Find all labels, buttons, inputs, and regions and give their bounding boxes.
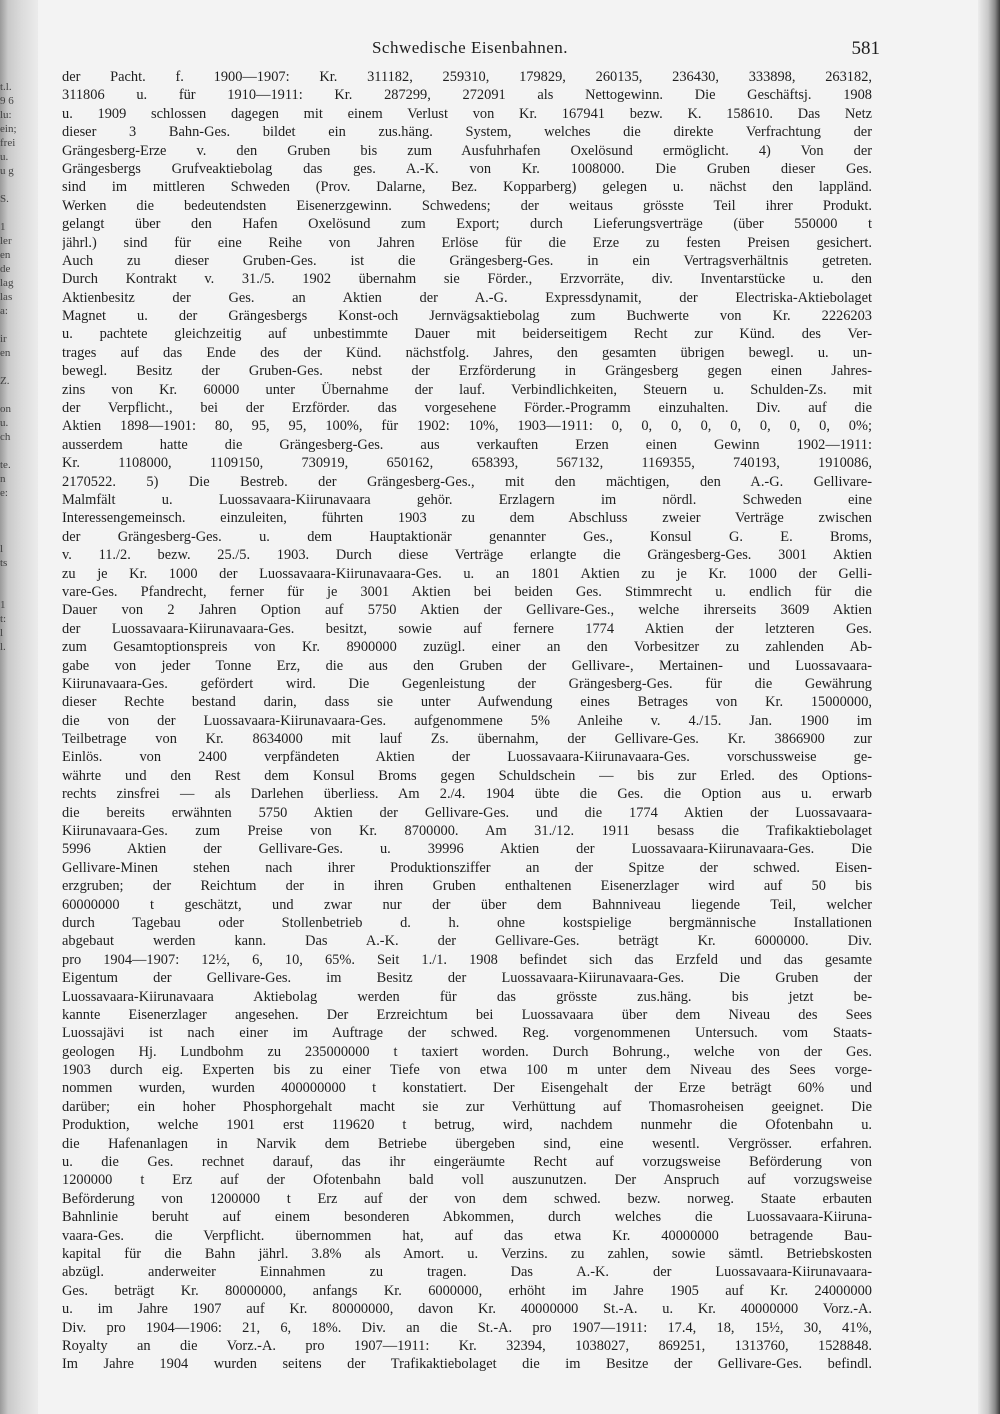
text-line: 2170522. 5) Die Bestreb. der Grängesberg-Ges., mit den mächtigen, den A.-G. Gellivare- [62,473,872,490]
text-line: kannte Eisenerzlager angesehen. Der Erzreichtum bei Luossavaara über dem Niveau des Sees [62,1006,872,1023]
text-line: Im Jahre 1904 wurden seitens der Trafikaktiebolaget die im Besitze der Gellivare-Ges. befindl. [62,1356,872,1373]
margin-fragment [0,528,28,542]
margin-fragment [0,178,28,192]
margin-fragment [0,696,28,710]
page-number: 581 [851,38,880,59]
text-line: die Hafenanlagen in Narvik dem Betriebe übergeben sind, eine wesentl. Vergrösser. erfahren. [62,1135,872,1152]
text-line: Eigentum der Gellivare-Ges. im Besitz der Luossavaara-Kiirunavaara-Ges. Die Gruben der [62,970,872,987]
text-line: nommen wurden, wurden 400000000 t konstatiert. Der Eisengehalt der Erze beträgt 60% und [62,1080,872,1097]
text-line: sind im mittleren Schweden (Prov. Dalarne, Bez. Kopparberg) gelegen u. nächst den lappländ. [62,179,872,196]
text-line: rechts zinsfrei — als Darlehen überliess. Am 2./4. 1904 übte die Ges. die Option aus u. erwarb [62,786,872,803]
text-line: bewegl. Besitz der Gruben-Ges. nebst der Erzförderung in Grängesberg gegen einen Jahres- [62,363,872,380]
margin-fragment [0,444,28,458]
text-line: 1200000 t Erz auf der Ofotenbahn bald voll auszunutzen. Der Anspruch auf vorzugsweise [62,1172,872,1189]
text-line: u. pachtete gleichzeitig auf unbestimmte Dauer mit beiderseitigem Recht zur Künd. des Ver- [62,326,872,343]
margin-fragment: u. [0,151,9,163]
text-line: vare-Ges. Pfandrecht, ferner für je 3001 Aktien bei beiden Ges. Stimmrecht u. endlich für die [62,583,872,600]
margin-fragment [0,388,28,402]
text-line: 311806 u. für 1910—1911: Kr. 287299, 272091 als Nettogewinn. Die Geschäftsj. 1908 [62,87,872,104]
margin-fragment [0,570,28,584]
text-line: Durch Kontrakt v. 31./5. 1902 übernahm sie Förder., Erzvorräte, div. Inventarstücke u. den [62,271,872,288]
margin-fragment [0,668,28,682]
margin-fragment: 1 [0,599,6,611]
text-line: jährl.) sind für eine Reihe von Jahren Erlöse für die Erze zu festen Preisen gesichert. [62,234,872,251]
margin-fragment: n [0,473,6,485]
text-line: 1903 durch eig. Experten bis zu einer Tiefe von etwa 100 m unter dem Niveau des Sees vorge- [62,1062,872,1079]
text-line: geologen Hj. Lundbohm zu 235000000 t taxiert worden. Durch Bohrung., welche von der Ges. [62,1043,872,1060]
text-line: Gellivare-Minen stehen nach ihrer Produktionsziffer an der Spitze der schwed. Eisen- [62,859,872,876]
margin-fragment: e: [0,487,8,499]
text-line: Ges. beträgt Kr. 80000000, anfangs Kr. 6000000, erhöht im Jahre 1905 auf Kr. 24000000 [62,1282,872,1299]
margin-fragment: Z. [0,375,10,387]
text-line: Produktion, welche 1901 erst 119620 t betrug, wird, nachdem nunmehr die Ofotenbahn u. [62,1117,872,1134]
text-line: Div. pro 1904—1906: 21, 6, 18%. Div. an die St.-A. pro 1907—1911: 17.4, 18, 15½, 30, 41%, [62,1319,872,1336]
text-line: gelangt über den Hafen Oxelösund zum Export; durch Lieferungsverträge (über 550000 t [62,216,872,233]
text-line: Magnet u. der Grängesbergs Konst-och Jernvägsaktiebolag zum Buchwerte von Kr. 2226203 [62,308,872,325]
margin-fragment [0,584,28,598]
margin-fragment: on [0,403,11,415]
text-line: erzgruben; der Reichtum der in ihren Gruben enthaltenen Eisenerzlager wird auf 50 bis [62,878,872,895]
text-line: Malmfält u. Luossavaara-Kiirunavaara gehör. Erzlagern im nördl. Schweden eine [62,491,872,508]
margin-fragment: u g [0,165,14,177]
text-line: u. im Jahre 1907 auf Kr. 80000000, davon Kr. 40000000 St.-A. u. Kr. 40000000 Vorz.-A. [62,1301,872,1318]
text-line: Einlös. von 2400 verpfändeten Aktien der Luossavaara-Kiirunavaara-Ges. vorschussweise ge- [62,749,872,766]
text-line: Dauer von 2 Jahren Option auf 5750 Aktien der Gellivare-Ges., welche ihrerseits 3609 Aktien [62,602,872,619]
margin-fragment: a: [0,305,8,317]
margin-fragment [0,710,28,724]
text-line: trages auf das Ende des der Künd. nächstfolg. Jahres, den gesamten übrigen bewegl. u. un- [62,344,872,361]
text-line: Grängesbergs Grufveaktiebolag das ges. A.-K. von Kr. 1008000. Die Gruben dieser Ges. [62,160,872,177]
margin-fragment: de [0,263,11,275]
text-line: durch Tagebau oder Stollenbetrieb d. h. ohne kostspielige bergmännische Installationen [62,914,872,931]
text-line: Grängesberg-Erze v. den Gruben bis zum Ausfuhrhafen Oxelösund ermöglicht. 4) Von der [62,142,872,159]
margin-fragment: S. [0,193,9,205]
text-line: Aktienbesitz der Ges. an Aktien der A.-G. Expressdynamit, der Electriska-Aktiebolaget [62,289,872,306]
text-line: dieser Rechte bestand darin, dass sie unter Aufwendung eines Betrages von Kr. 15000000, [62,694,872,711]
text-line: der Pacht. f. 1900—1907: Kr. 311182, 259310, 179829, 260135, 236430, 333898, 263182, [62,69,872,85]
text-line: darüber; ein hoher Phosphorgehalt macht sie zur Verhüttung auf Thomasroheisen geeignet. Die [62,1098,872,1115]
text-line: die von der Luossavaara-Kiirunavaara-Ges. aufgenommene 5% Anleihe v. 4./15. Jan. 1900 im [62,712,872,729]
text-line: v. 11./2. bezw. 25./5. 1903. Durch diese Verträge erlangte die Grängesberg-Ges. 3001 Aktien [62,547,872,564]
text-line: Royalty an die Vorz.-A. pro 1907—1911: Kr. 32394, 1038027, 869251, 1313760, 1528848. [62,1337,872,1354]
running-header [60,38,880,62]
text-line: 5996 Aktien der Gellivare-Ges. u. 39996 Aktien der Luossavaara-Kiirunavaara-Ges. Die [62,841,872,858]
text-line: Luossavaara-Kiirunavaara Aktiebolag werden für das grösste zus.häng. bis jetzt be- [62,988,872,1005]
text-line: der Luossavaara-Kiirunavaara-Ges. besitzt, sowie auf fernere 1774 Aktien der letzteren Ges. [62,620,872,637]
text-line: zu je Kr. 1000 der Luossavaara-Kiirunavaara-Ges. u. an 1801 Aktien zu je Kr. 1000 der Gelli- [62,565,872,582]
margin-fragment: ch [0,431,11,443]
margin-fragment [0,318,28,332]
text-line: abgebaut werden kann. Das A.-K. der Gellivare-Ges. beträgt Kr. 6000000. Div. [62,933,872,950]
margin-fragment: l. [0,641,6,653]
margin-fragment: 9 6 [0,95,14,107]
margin-fragment: ts [0,557,8,569]
margin-fragment: las [0,291,13,303]
margin-fragment: t: [0,613,7,625]
margin-fragment: en [0,249,11,261]
text-line: der Grängesberg-Ges. u. dem Hauptaktionär genannter Ges., Konsul G. E. Broms, [62,528,872,545]
margin-fragment [0,206,28,220]
text-line: zins von Kr. 60000 unter Übernahme der lauf. Verbindlichkeiten, Steuern u. Schulden-Zs. mit [62,381,872,398]
margin-fragment [0,500,28,514]
margin-fragment [0,514,28,528]
text-line: Werken die bedeutendsten Eisenerzgewinn. Schwedens; der weitaus grösste Teil ihrer Produkt. [62,197,872,214]
text-line: 60000000 t geschätzt, und zwar nur der über dem Bahnniveau liegende Teil, welcher [62,896,872,913]
margin-fragment: u. [0,417,9,429]
margin-fragment: ler [0,235,12,247]
margin-fragment: l [0,627,4,639]
body-text-column [62,68,872,1374]
text-line: zum Gesamtoptionspreis von Kr. 8900000 zuzügl. einer an den Vorbesitzer zu zahlenden Ab- [62,639,872,656]
margin-fragment: ir [0,333,7,345]
text-line: Teilbetrage von Kr. 8634000 mit lauf Zs. übernahm, der Gellivare-Ges. Kr. 3866900 zur [62,731,872,748]
running-title: Schwedische Eisenbahnen. [371,38,569,57]
text-line: der Verpflicht., bei der Erzförder. das vorgesehene Förder.-Programm einzuhalten. Div. auf die [62,400,872,417]
text-line: Interessengemeinsch. einzuleiten, führten 1903 zu dem Abschluss zweier Verträge zwischen [62,510,872,527]
text-line: Luossajävi ist nach einer im Auftrage der schwed. Reg. vorgenommenen Untersuch. vom Staats- [62,1025,872,1042]
margin-fragment: 1 [0,221,6,233]
text-line: Kiirunavaara-Ges. gefördert wird. Die Gegenleistung der Grängesberg-Ges. für die Gewährung [62,675,872,692]
right-page-edge [978,0,1000,1414]
margin-fragment [0,360,28,374]
text-line: Kr. 1108000, 1109150, 730919, 650162, 658393, 567132, 1169355, 740193, 1910086, [62,455,872,472]
text-line: abzügl. anderweiter Einnahmen zu tragen. Das A.-K. der Luossavaara-Kiirunavaara- [62,1264,872,1281]
text-line: u. 1909 schlossen dagegen mit einem Verlust von Kr. 167941 bezw. K. 158610. Das Netz [62,105,872,122]
text-line: ausserdem hatte die Grängesberg-Ges. aus verkauften Erzen einen Gewinn 1902—1911: [62,436,872,453]
margin-fragment: ein; [0,123,17,135]
text-line: dieser 3 Bahn-Ges. bildet ein zus.häng. System, welches die direkte Verfrachtung der [62,124,872,141]
text-line: Auch zu dieser Gruben-Ges. ist die Grängesberg-Ges. in ein Vertragsverhältnis getreten. [62,252,872,269]
text-line: u. die Ges. rechnet darauf, das ihr eingeräumte Recht auf vorzugsweise Beförderung von [62,1154,872,1171]
text-line: Bahnlinie beruht auf einem besonderen Abkommen, durch welches die Luossavaara-Kiiruna- [62,1209,872,1226]
margin-fragment: en [0,347,11,359]
margin-fragment [0,654,28,668]
text-line: währte und den Rest dem Konsul Broms gegen Schuldschein — bis zur Erled. des Options- [62,767,872,784]
text-line: gabe von jeder Tonne Erz, die aus den Gruben der Gellivare-, Mertainen- und Luossavaara- [62,657,872,674]
text-line: Beförderung von 1200000 t Erz auf der von dem schwed. bezw. norweg. Staate erbauten [62,1190,872,1207]
margin-fragment: l [0,543,4,555]
margin-fragment: lag [0,277,14,289]
margin-fragment: t.l. [0,81,12,93]
margin-fragment [0,682,28,696]
text-line: vaara-Ges. die Verpflicht. übernommen hat, auf das etwa Kr. 40000000 betragende Bau- [62,1227,872,1244]
text-line: Kiirunavaara-Ges. zum Preise von Kr. 8700000. Am 31./12. 1911 besass die Trafikaktiebolaget [62,823,872,840]
margin-fragment: te. [0,459,11,471]
text-line: Aktien 1898—1901: 80, 95, 95, 100%, für 1902: 10%, 1903—1911: 0, 0, 0, 0, 0, 0, 0, 0, 0%; [62,418,872,435]
margin-fragment: lu: [0,109,12,121]
text-line: pro 1904—1907: 12½, 6, 10, 65%. Seit 1./1. 1908 befindet sich das Erzfeld und das gesamte [62,951,872,968]
text-line: kapital für die Bahn jährl. 3.8% als Amort. u. Verzins. zu zahlen, sowie sämtl. Betriebskosten [62,1246,872,1262]
text-line: die bereits erwähnten 5750 Aktien der Gellivare-Ges. und die 1774 Aktien der Luossavaara- [62,804,872,821]
margin-fragment: frei [0,137,16,149]
adjacent-page-fragments [0,80,32,724]
